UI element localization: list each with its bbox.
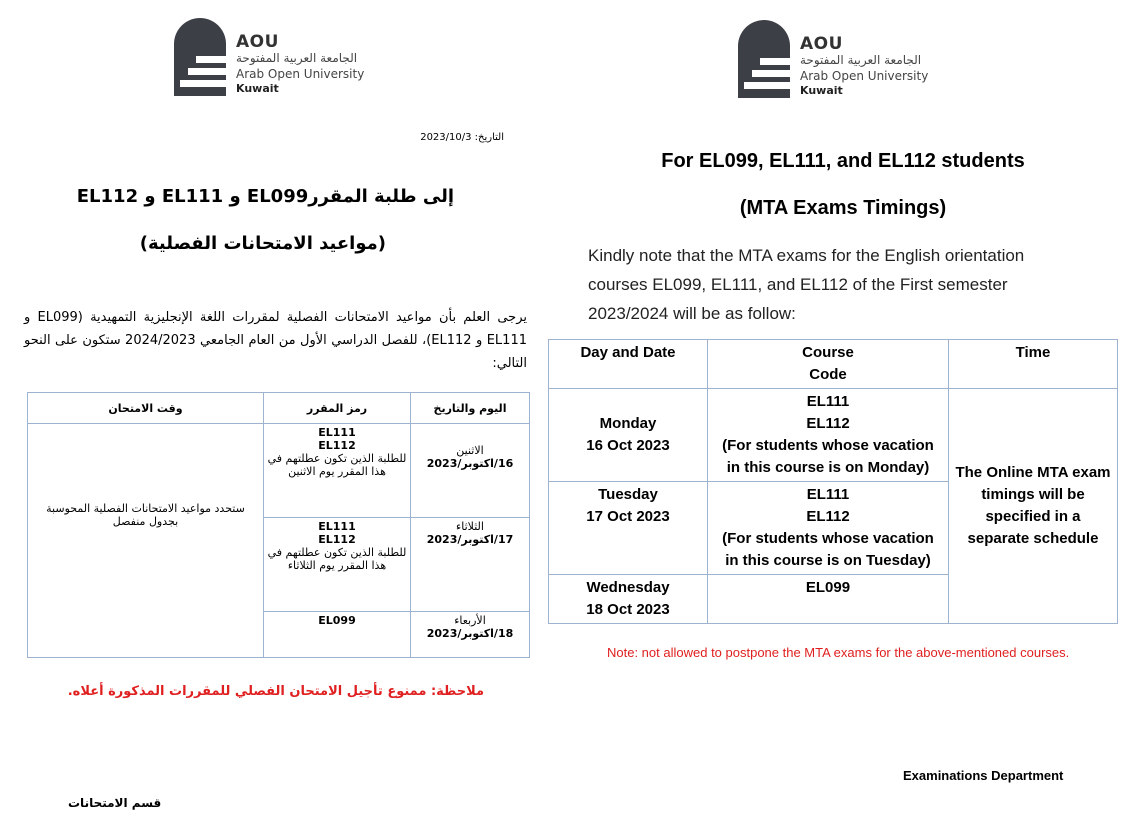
- code-cell: EL111 EL112 للطلبة الذين تكون عطلتهم في هذا المقرر يوم الثلاثاء: [264, 518, 411, 612]
- header-time: وقت الامتحان: [28, 393, 264, 424]
- aou-logo-left: [174, 18, 374, 102]
- logo-abbr: AOU: [236, 32, 279, 52]
- logo-abbr: AOU: [800, 34, 843, 54]
- aou-stairs-icon: [738, 20, 790, 98]
- logo-name-ar: الجامعة العربية المفتوحة: [800, 53, 922, 67]
- arabic-schedule-table: [27, 392, 530, 658]
- table-header-row: [28, 393, 530, 424]
- arabic-paragraph: يرجى العلم بأن مواعيد الامتحانات الفصلية لمقررات اللغة الإنجليزية التمهيدية (EL099 و EL111 و EL112)، للفصل الدراسي الأول من العام الجامعي 2024/2023 ستكون على النحو التالي:: [24, 310, 527, 371]
- code-cell: EL111 EL112 (For students whose vacation in this course is on Tuesday): [708, 482, 949, 575]
- time-cell: ستحدد مواعيد الامتحانات الفصلية المحوسبة بجدول منفصل: [28, 424, 264, 658]
- logo-name-en: Arab Open University: [800, 69, 929, 83]
- arabic-subtitle: (مواعيد الامتحانات الفصلية): [139, 233, 386, 254]
- table-header-row: [549, 340, 1118, 389]
- header-day: Day and Date: [549, 340, 708, 389]
- header-day: اليوم والتاريخ: [411, 393, 530, 424]
- table-row: [549, 389, 1118, 482]
- code-cell: EL111 EL112 للطلبة الذين تكون عطلتهم في هذا المقرر يوم الاثنين: [264, 424, 411, 518]
- code-cell: EL099: [708, 575, 949, 624]
- header-course-code: Course Code: [708, 340, 949, 389]
- day-cell: Wednesday 18 Oct 2023: [549, 575, 708, 624]
- aou-logo-right: [738, 20, 938, 104]
- logo-branch: Kuwait: [800, 84, 843, 97]
- logo-name-en: Arab Open University: [236, 67, 365, 81]
- logo-name-ar: الجامعة العربية المفتوحة: [236, 51, 358, 65]
- day-cell: Tuesday 17 Oct 2023: [549, 482, 708, 575]
- english-paragraph: Kindly note that the MTA exams for the English orientation courses EL099, EL111, and EL112 of the First semester 2023/2024 will be as follow:: [588, 246, 1025, 323]
- english-department: Examinations Department: [903, 768, 1064, 783]
- arabic-department: قسم الامتحانات: [68, 796, 162, 810]
- day-cell: الاثنين 16/اكتوبر/2023: [411, 424, 530, 518]
- code-cell: EL099: [264, 612, 411, 658]
- arabic-date: التاريخ: 2023/10/3: [420, 132, 504, 143]
- time-cell: The Online MTA exam timings will be specified in a separate schedule: [949, 389, 1118, 624]
- logo-branch: Kuwait: [236, 82, 279, 95]
- day-cell: Monday 16 Oct 2023: [549, 389, 708, 482]
- day-cell: الأربعاء 18/اكتوبر/2023: [411, 612, 530, 658]
- header-time: Time: [949, 340, 1118, 389]
- arabic-title: إلى طلبة المقررEL099 و EL111 و EL112: [76, 186, 454, 207]
- arabic-note: ملاحظة: ممنوع تأجيل الامتحان الفصلي للمقررات المذكورة أعلاه.: [67, 684, 484, 699]
- header-code: رمز المقرر: [264, 393, 411, 424]
- day-cell: الثلاثاء 17/اكتوبر/2023: [411, 518, 530, 612]
- english-schedule-table: [548, 339, 1118, 624]
- code-cell: EL111 EL112 (For students whose vacation in this course is on Monday): [708, 389, 949, 482]
- aou-stairs-icon: [174, 18, 226, 96]
- english-subtitle: (MTA Exams Timings): [739, 197, 947, 219]
- english-note: Note: not allowed to postpone the MTA exams for the above-mentioned courses.: [607, 645, 1070, 660]
- english-title: For EL099, EL111, and EL112 students: [661, 150, 1025, 172]
- table-row: [28, 424, 530, 518]
